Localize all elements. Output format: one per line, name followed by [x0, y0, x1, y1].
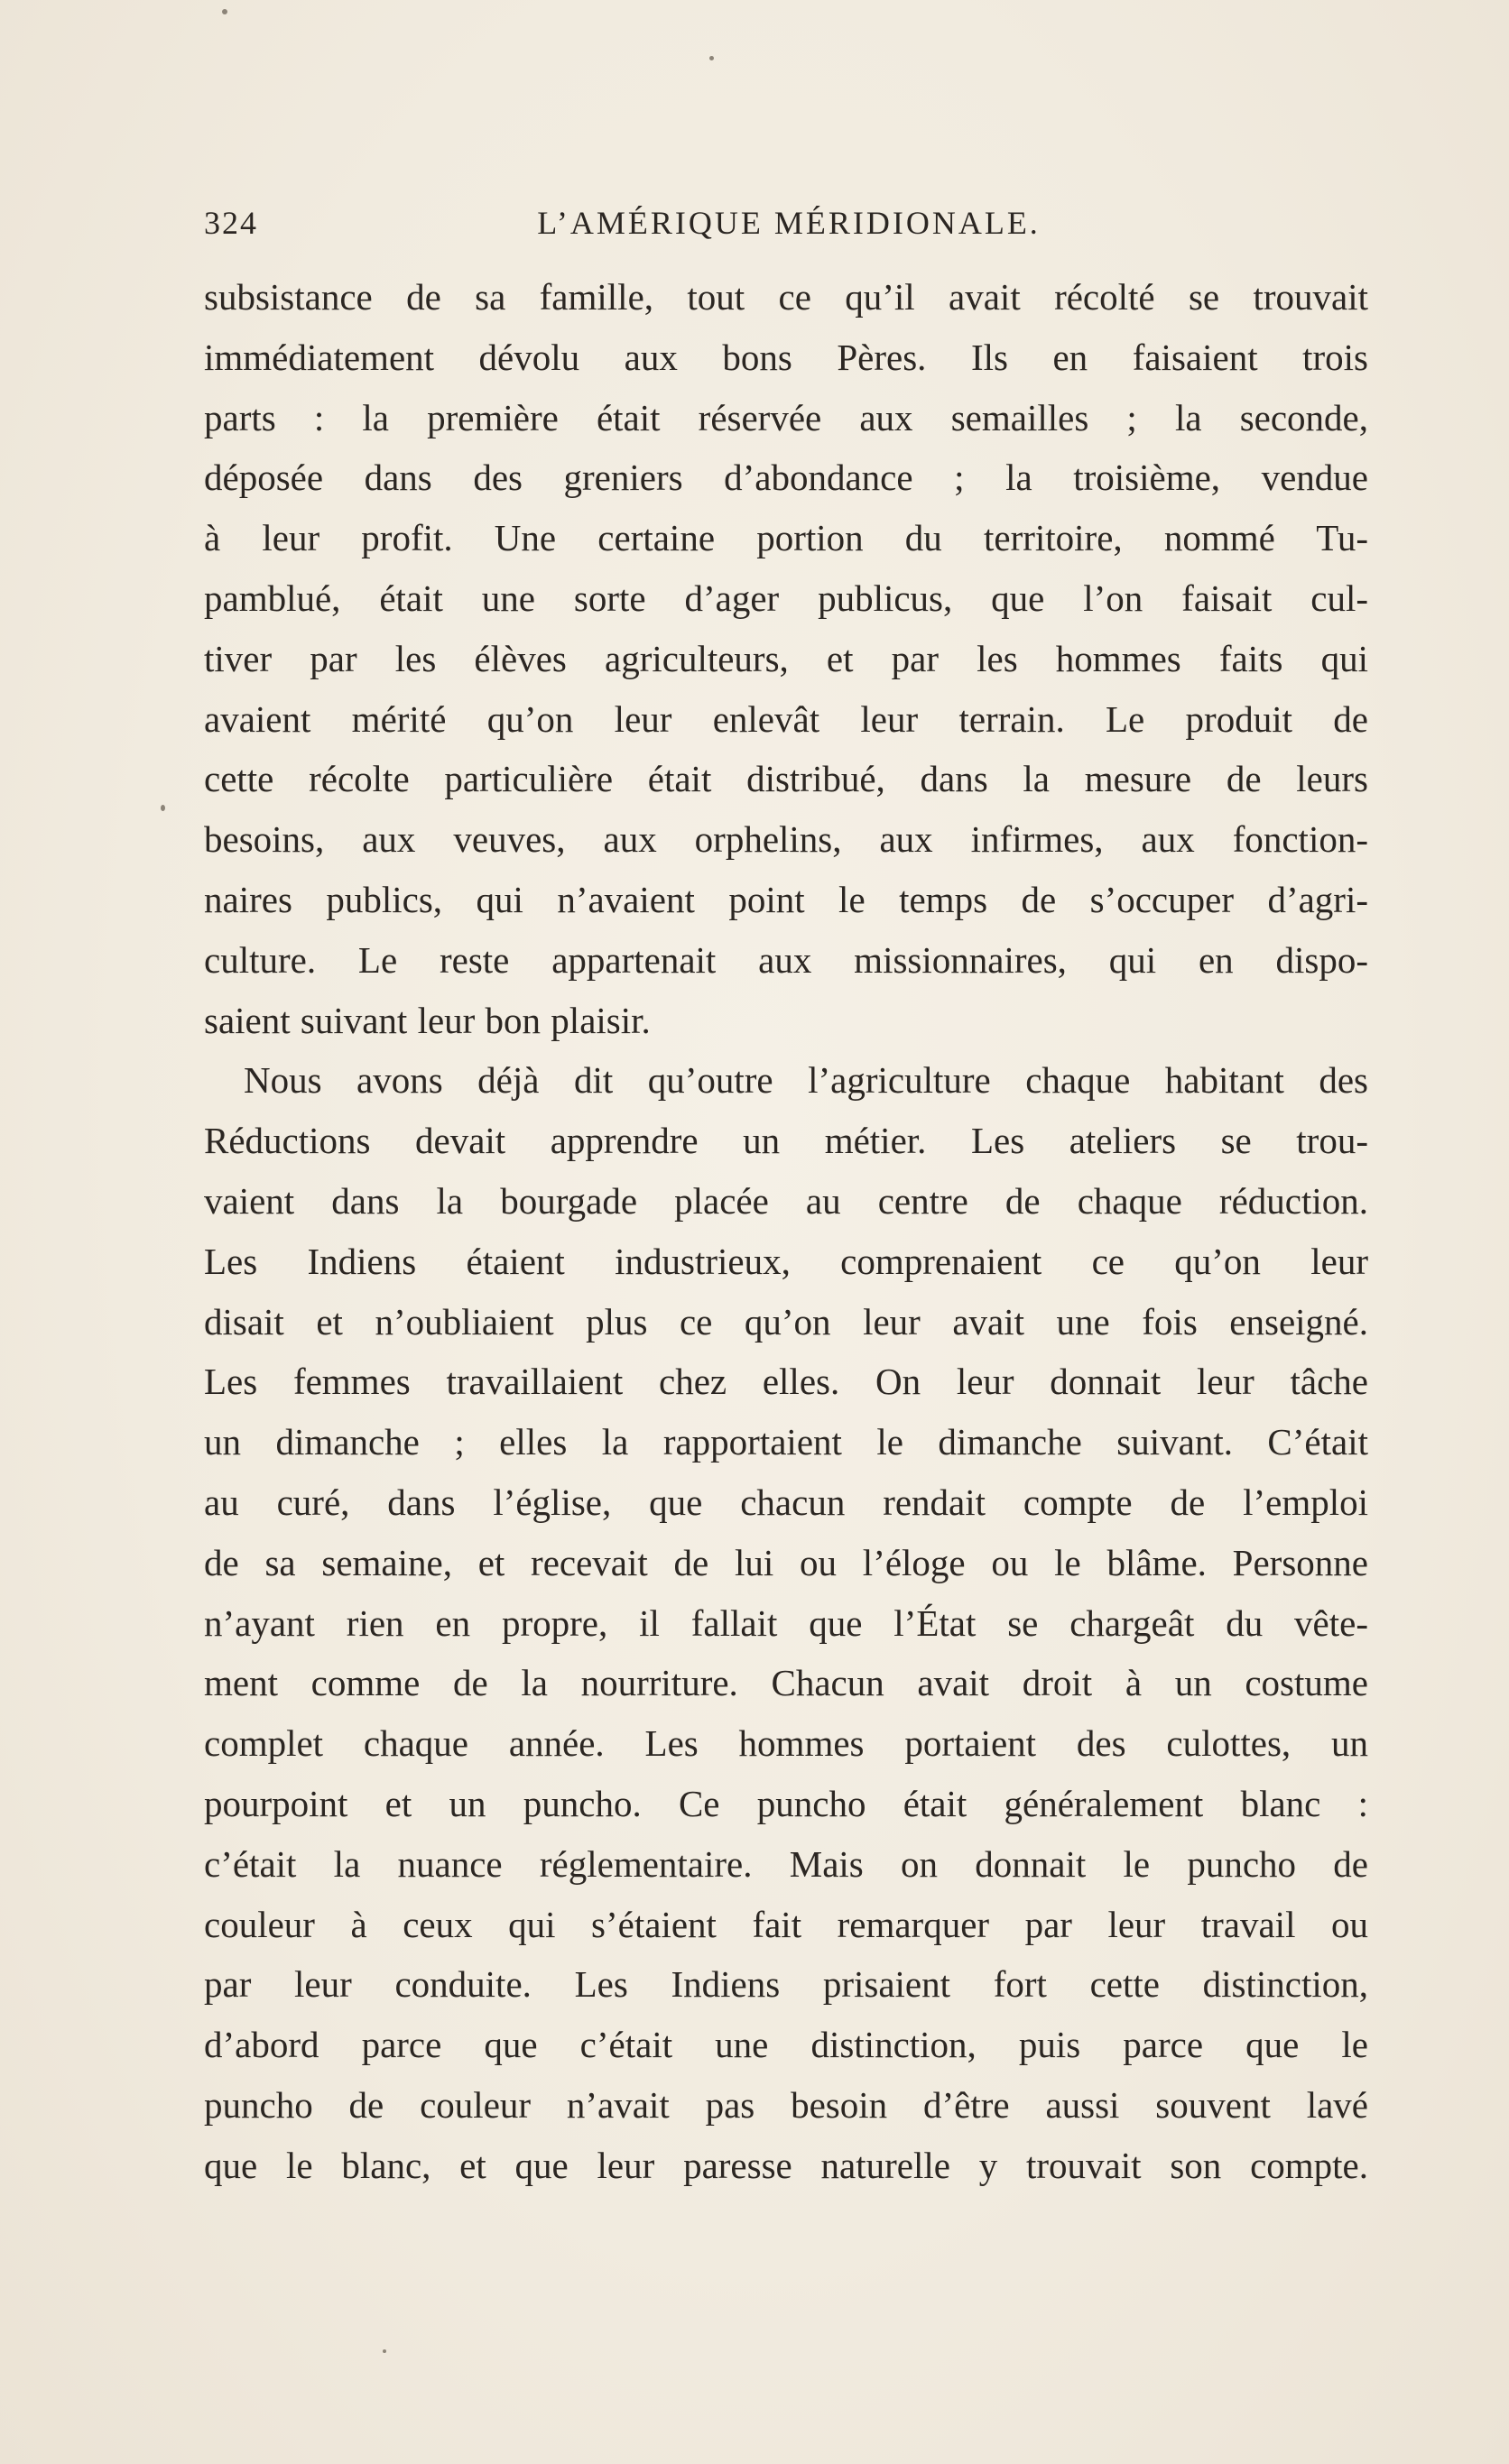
text-line: naires publics, qui n’avaient point le temps de s’occuper d’agri-	[204, 878, 1368, 920]
text-line: couleur à ceux qui s’étaient fait remarquer par leur travail ou	[204, 1903, 1368, 1945]
text-line: d’abord parce que c’était une distinction, puis parce que le	[204, 2024, 1368, 2066]
text-line: pourpoint et un puncho. Ce puncho était généralement blanc :	[204, 1782, 1368, 1824]
text-line: parts : la première était réservée aux semailles ; la seconde,	[204, 396, 1368, 438]
text-line: vaient dans la bourgade placée au centre de chaque réduction.	[204, 1179, 1368, 1222]
text-line: par leur conduite. Les Indiens prisaient fort cette distinction,	[204, 1963, 1368, 2006]
text-line: disait et n’oubliaient plus ce qu’on leur avait une fois enseigné.	[204, 1300, 1368, 1343]
text-line: avaient mérité qu’on leur enlevât leur terrain. Le produit de	[204, 697, 1368, 740]
text-line: culture. Le reste appartenait aux missionnaires, qui en dispo-	[204, 938, 1368, 981]
text-line: Nous avons déjà dit qu’outre l’agriculture chaque habitant des	[244, 1059, 1368, 1102]
text-line: Les Indiens étaient industrieux, comprenaient ce qu’on leur	[204, 1240, 1368, 1282]
text-line: c’était la nuance réglementaire. Mais on donnait le puncho de	[204, 1842, 1368, 1885]
text-line: besoins, aux veuves, aux orphelins, aux infirmes, aux fonction-	[204, 818, 1368, 861]
running-title: L’AMÉRIQUE MÉRIDIONALE.	[537, 205, 1041, 241]
text-line: à leur profit. Une certaine portion du territoire, nommé Tu-	[204, 517, 1368, 559]
text-line: que le blanc, et que leur paresse naturelle y trouvait son compte.	[204, 2144, 1368, 2186]
text-line: subsistance de sa famille, tout ce qu’il avait récolté se trouvait	[204, 276, 1368, 318]
text-line: ment comme de la nourriture. Chacun avait droit à un costume	[204, 1662, 1368, 1704]
text-line: un dimanche ; elles la rapportaient le dimanche suivant. C’était	[204, 1421, 1368, 1463]
text-line: immédiatement dévolu aux bons Pères. Ils en faisaient trois	[204, 336, 1368, 378]
text-line: tiver par les élèves agriculteurs, et par les hommes faits qui	[204, 637, 1368, 679]
text-line: n’ayant rien en propre, il fallait que l’État se chargeât du vête-	[204, 1601, 1368, 1644]
text-line: Réductions devait apprendre un métier. Les ateliers se trou-	[204, 1120, 1368, 1162]
text-line: saient suivant leur bon plaisir.	[204, 999, 651, 1041]
paper-speck	[161, 805, 165, 811]
page-header	[204, 204, 1374, 249]
text-line: cette récolte particulière était distribué, dans la mesure de leurs	[204, 758, 1368, 800]
text-line: pamblué, était une sorte d’ager publicus, que l’on faisait cul-	[204, 577, 1368, 619]
body-text	[204, 267, 1368, 2196]
paper-speck	[383, 2349, 386, 2353]
text-line: Les femmes travaillaient chez elles. On leur donnait leur tâche	[204, 1361, 1368, 1403]
text-line: déposée dans des greniers d’abondance ; la troisième, vendue	[204, 457, 1368, 499]
page-number: 324	[204, 205, 258, 241]
paper-speck	[709, 56, 714, 60]
paper-speck	[222, 9, 227, 14]
text-line: complet chaque année. Les hommes portaient des culottes, un	[204, 1722, 1368, 1765]
text-line: au curé, dans l’église, que chacun rendait compte de l’emploi	[204, 1481, 1368, 1523]
text-line: de sa semaine, et recevait de lui ou l’éloge ou le blâme. Personne	[204, 1541, 1368, 1583]
text-line: puncho de couleur n’avait pas besoin d’être aussi souvent lavé	[204, 2083, 1368, 2126]
